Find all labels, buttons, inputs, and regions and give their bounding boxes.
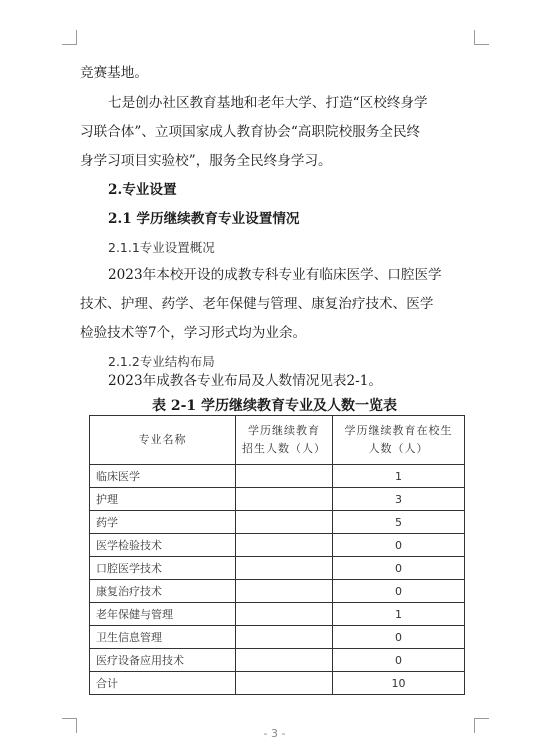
paragraph-line: 2023年本校开设的成教专科专业有临床医学、口腔医学 (108, 267, 442, 283)
current-students-cell: 5 (333, 511, 465, 534)
header-current-line1: 学历继续教育在校生 (344, 424, 453, 437)
table-caption: 表 2-1 学历继续教育专业及人数一览表 (151, 398, 398, 414)
current-students-cell: 0 (333, 580, 465, 603)
table-row (90, 534, 465, 557)
header-current-line2: 人数（人） (368, 442, 429, 455)
header-enrollment (236, 416, 333, 465)
enrollment-cell (236, 557, 333, 580)
current-students-cell: 0 (333, 649, 465, 672)
section-heading: 2.专业设置 (108, 182, 177, 198)
table-row (90, 649, 465, 672)
table-header-row (90, 416, 465, 465)
header-major-name: 专业名称 (90, 416, 236, 465)
enrollment-cell (236, 580, 333, 603)
paragraph-line: 习联合体”、立项国家成人教育协会“高职院校服务全民终 (80, 124, 421, 140)
enrollment-table (89, 415, 465, 695)
table-row (90, 465, 465, 488)
subsubsection-heading: 2.1.1专业设置概况 (108, 240, 215, 255)
enrollment-cell (236, 603, 333, 626)
current-students-cell: 0 (333, 626, 465, 649)
current-students-cell: 1 (333, 603, 465, 626)
table-row (90, 580, 465, 603)
header-current-students (333, 416, 465, 465)
major-name-cell: 医疗设备应用技术 (90, 649, 236, 672)
paragraph-line: 竞赛基地。 (80, 65, 148, 81)
table-row (90, 557, 465, 580)
header-enrollment-line1: 学历继续教育 (248, 424, 320, 437)
enrollment-cell (236, 534, 333, 557)
table-row (90, 603, 465, 626)
current-students-cell: 1 (333, 465, 465, 488)
enrollment-cell (236, 649, 333, 672)
header-enrollment-line2: 招生人数（人） (242, 442, 326, 455)
current-students-cell: 0 (333, 534, 465, 557)
subsubsection-heading: 2.1.2专业结构布局 (108, 354, 215, 369)
total-label-cell: 合计 (90, 672, 236, 695)
enrollment-cell (236, 626, 333, 649)
crop-mark-top-right (474, 30, 489, 45)
total-current-students-cell: 10 (333, 672, 465, 695)
major-name-cell: 药学 (90, 511, 236, 534)
major-name-cell: 老年保健与管理 (90, 603, 236, 626)
page-number: - 3 - (263, 727, 286, 740)
table-row (90, 488, 465, 511)
paragraph-line: 技术、护理、药学、老年保健与管理、康复治疗技术、医学 (80, 296, 434, 312)
paragraph-line: 2023年成教各专业布局及人数情况见表2-1。 (108, 373, 382, 389)
total-enrollment-cell (236, 672, 333, 695)
current-students-cell: 3 (333, 488, 465, 511)
current-students-cell: 0 (333, 557, 465, 580)
subsection-heading: 2.1 学历继续教育专业设置情况 (108, 211, 300, 227)
table-row (90, 626, 465, 649)
paragraph-line: 七是创办社区教育基地和老年大学、打造“区校终身学 (108, 95, 428, 111)
table-total-row (90, 672, 465, 695)
major-name-cell: 临床医学 (90, 465, 236, 488)
enrollment-cell (236, 488, 333, 511)
crop-mark-top-left (62, 30, 77, 45)
paragraph-line: 身学习项目实验校”，服务全民终身学习。 (80, 153, 332, 169)
enrollment-cell (236, 511, 333, 534)
major-name-cell: 康复治疗技术 (90, 580, 236, 603)
table-row (90, 511, 465, 534)
major-name-cell: 卫生信息管理 (90, 626, 236, 649)
paragraph-line: 检验技术等7个，学习形式均为业余。 (80, 325, 307, 341)
major-name-cell: 口腔医学技术 (90, 557, 236, 580)
major-name-cell: 护理 (90, 488, 236, 511)
major-name-cell: 医学检验技术 (90, 534, 236, 557)
enrollment-cell (236, 465, 333, 488)
